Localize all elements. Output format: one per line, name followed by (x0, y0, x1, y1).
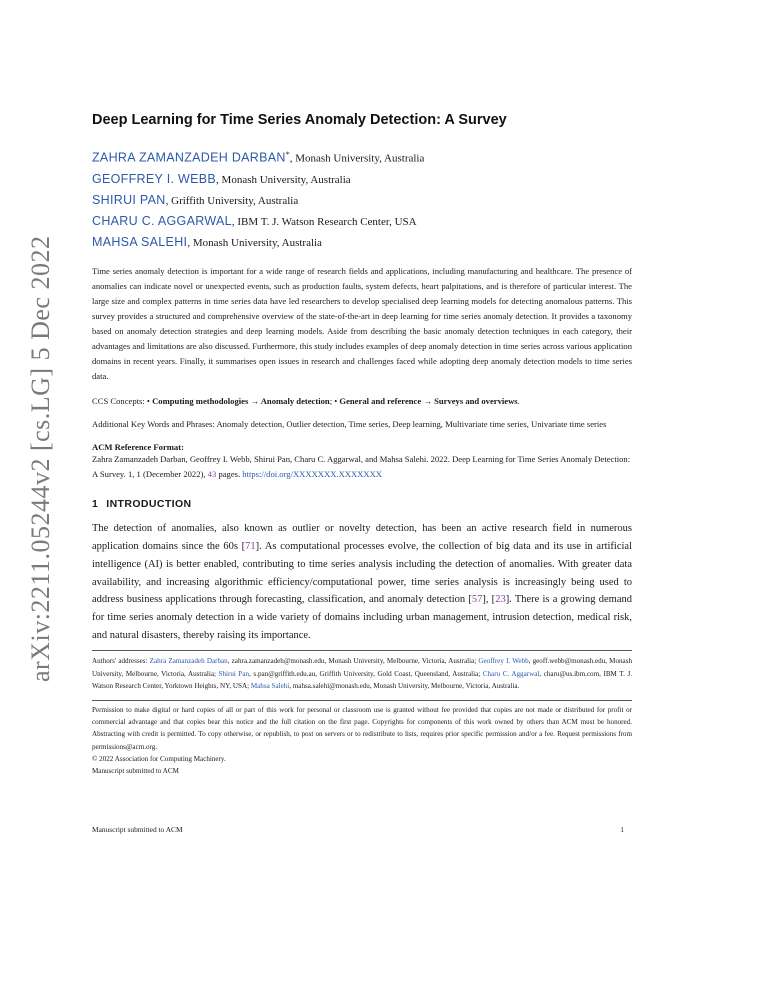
author-name[interactable]: ZAHRA ZAMANZADEH DARBAN (92, 150, 286, 165)
intro-text: ], [ (482, 594, 496, 606)
intro-text: The detection of anomalies, also known as outlier or novelty detection, has been an active research field in numerous application domains since the 60s [ (92, 523, 632, 553)
arxiv-stamp (12, 230, 60, 690)
intro-paragraph (92, 520, 632, 644)
author-entry (92, 148, 632, 166)
footnote-divider (92, 650, 632, 651)
address-text: , mahsa.salehi@monash.edu, Monash University, Melbourne, Victoria, Australia. (289, 681, 520, 690)
section-heading (92, 498, 632, 510)
citation-link[interactable]: 23 (495, 594, 506, 606)
citation-link[interactable]: 57 (471, 594, 483, 606)
author-entry (92, 172, 632, 187)
doi-link[interactable]: https://doi.org/XXXXXXX.XXXXXXX (242, 469, 383, 480)
author-link[interactable]: Charu C. Aggarwal (482, 669, 540, 678)
acm-reference-heading: ACM Reference Format: (92, 442, 184, 453)
copyright-notice: © 2022 Association for Computing Machinery. (92, 754, 226, 763)
author-affiliation: , Monash University, Australia (216, 173, 351, 186)
section-number: 1 (92, 498, 99, 511)
ccs-item: Computing methodologies → Anomaly detection (152, 396, 330, 407)
author-name[interactable]: SHIRUI PAN (92, 192, 166, 207)
address-text: , geoff.webb@monash.edu, Monash University, Melbourne, Victoria, Australia; (92, 657, 633, 678)
page-number: 1 (620, 825, 624, 834)
section-title: INTRODUCTION (106, 498, 192, 511)
keywords: Additional Key Words and Phrases: Anomaly detection, Outlier detection, Time series, Deep learning, Multivariate time series, Univariate time series (92, 419, 607, 430)
permission-divider (92, 700, 632, 701)
author-link[interactable]: Mahsa Salehi (250, 681, 290, 690)
page-footer (92, 825, 632, 834)
author-entry (92, 214, 632, 229)
author-link[interactable]: Shirui Pan (218, 669, 250, 678)
author-link[interactable]: Zahra Zamanzadeh Darban (149, 657, 228, 666)
footer-left: Manuscript submitted to ACM (92, 825, 183, 834)
paper-title: Deep Learning for Time Series Anomaly Detection: A Survey (92, 112, 507, 128)
author-addresses (92, 655, 632, 692)
author-affiliation: , Monash University, Australia (187, 236, 322, 249)
address-text: , charu@us.ibm.com, IBM T. J. Watson Research Center, Yorktown Heights, NY, USA; (92, 669, 632, 690)
acm-reference-pages-suffix: pages. (216, 469, 243, 480)
address-text: , zahra.zamanzadeh@monash.edu, Monash University, Melbourne, Victoria, Australia; (227, 657, 479, 666)
abstract: Time series anomaly detection is important for a wide range of research fields and applications, including manufacturing and healthcare. The presence of anomalies can indicate novel or unexpected events, such as production faults, system defects, heart palpitations, and is therefore of particular interest. The large size and complex patterns in time series data have led researchers to develop specialised deep learning models for detecting anomalous patterns. This survey provides a structured and comprehensive overview of the state-of-the-art in deep learning for time series anomaly detection. It provides a taxonomy based on anomaly detection strategies and deep learning models. Aside from describing the basic anomaly detection techniques in each category, their advantages and limitations are also discussed. Furthermore, this study includes examples of deep anomaly detection in time series across various application domains in recent years. Finally, it summarises open issues in research and challenges faced while adopting deep anomaly detection models to time series data. (92, 265, 632, 382)
submission-notice: Manuscript submitted to ACM (92, 766, 179, 775)
acm-reference-text: Zahra Zamanzadeh Darban, Geoffrey I. Webb, Shirui Pan, Charu C. Aggarwal, and Mahsa Salehi. 2022. Deep Learning for Time Series Anomaly Detection: A Survey. 1, 1 (December 2022), (92, 454, 631, 480)
author-entry (92, 235, 632, 250)
ccs-label: CCS Concepts: (92, 396, 147, 407)
author-footnote-mark: * (285, 150, 290, 159)
author-name[interactable]: MAHSA SALEHI (92, 234, 188, 249)
author-affiliation: , Griffith University, Australia (165, 194, 299, 207)
author-link[interactable]: Geoffrey I. Webb (478, 657, 529, 666)
intro-text: ]. There is a growing demand for time series anomaly detection in a wide variety of domains including urban management, intrusion detection, medical risk, and natural disasters, thereby raising its importance. (92, 594, 632, 641)
permission-notice: Permission to make digital or hard copies of all or part of this work for personal or classroom use is granted without fee provided that copies are not made or distributed for profit or commercial advantage and that copies bear this notice and the full citation on the first page. Copyrights for components of this work owned by others than ACM must be honored. Abstracting with credit is permitted. To copy otherwise, or republish, to post on servers or to redistribute to lists, requires prior specific permission and/or a fee. Request permissions from permissions@acm.org. (92, 705, 632, 751)
author-name[interactable]: GEOFFREY I. WEBB (92, 171, 217, 186)
ccs-item: General and reference → Surveys and overviews (339, 396, 518, 407)
page-count-link[interactable]: 43 (207, 469, 217, 480)
ccs-bullet: • (146, 396, 153, 407)
acm-reference (92, 452, 632, 482)
author-affiliation: , Monash University, Australia (289, 152, 425, 165)
author-affiliation: , IBM T. J. Watson Research Center, USA (231, 215, 417, 228)
citation-link[interactable]: 71 (245, 541, 256, 553)
ccs-end: . (517, 396, 520, 407)
author-entry (92, 193, 632, 208)
author-list (92, 148, 632, 250)
address-text: , s.pan@griffith.edu.au, Griffith University, Gold Coast, Queensland, Australia; (249, 669, 483, 678)
addresses-prefix: Authors' addresses: (92, 657, 150, 666)
intro-text: ]. As computational processes evolve, the collection of big data and its use in artificial intelligence (AI) is better enabled, contributing to time series analysis including the detection of anomalies. With greater data availability, and increasing algorithmic efficiency/computational power, time series analysis is increasingly being used to address business applications through forecasting, classification, and anomaly detection [ (92, 541, 632, 606)
ccs-concepts (92, 394, 632, 408)
ccs-separator: ; • (329, 396, 340, 407)
arxiv-stamp-text: arXiv:2211.05244v2 [cs.LG] 5 Dec 2022 (26, 235, 55, 682)
author-name[interactable]: CHARU C. AGGARWAL (92, 213, 232, 228)
paper-page (92, 112, 632, 777)
